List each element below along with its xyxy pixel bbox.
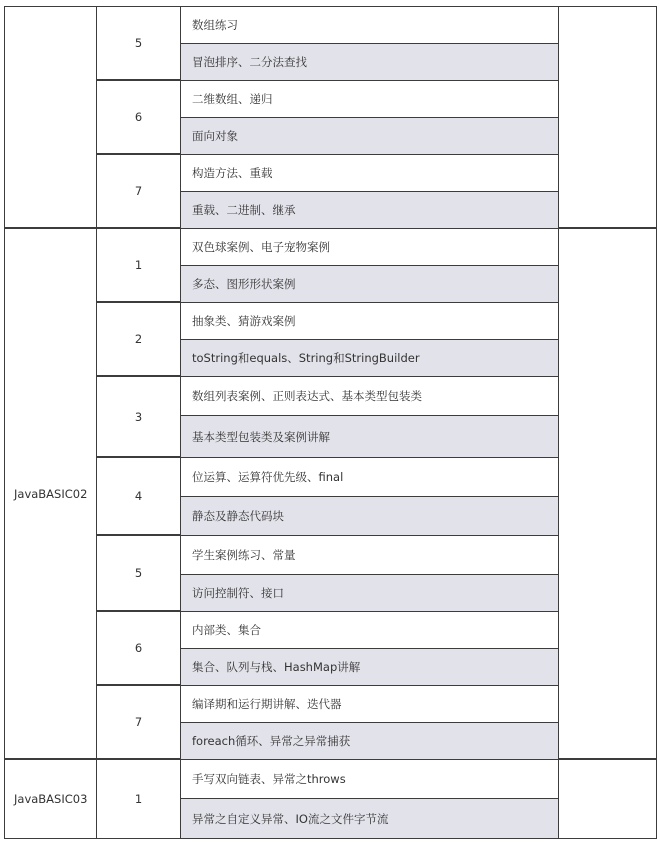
topic-cell: 面向对象	[180, 117, 558, 154]
topic-cell: 多态、图形形状案例	[180, 265, 558, 302]
topic-cell: 学生案例练习、常量	[180, 535, 558, 574]
topic-cell: 访问控制符、接口	[180, 574, 558, 611]
topic-cell: toString和equals、String和StringBuilder	[180, 339, 558, 376]
day-cell: 6	[96, 611, 180, 685]
day-cell: 2	[96, 302, 180, 376]
note-cell	[558, 228, 657, 759]
topic-cell: foreach循环、异常之异常捕获	[180, 722, 558, 759]
day-cell: 3	[96, 376, 180, 457]
topic-cell: 数组列表案例、正则表达式、基本类型包装类	[180, 376, 558, 415]
module-cell	[4, 6, 96, 228]
day-cell: 4	[96, 457, 180, 535]
topic-cell: 抽象类、猜游戏案例	[180, 302, 558, 339]
topic-cell: 重载、二进制、继承	[180, 191, 558, 228]
topic-cell: 静态及静态代码块	[180, 496, 558, 535]
topic-cell: 异常之自定义异常、IO流之文件字节流	[180, 798, 558, 839]
day-cell: 6	[96, 80, 180, 154]
topic-cell: 冒泡排序、二分法查找	[180, 43, 558, 80]
day-cell: 1	[96, 228, 180, 302]
topic-cell: 内部类、集合	[180, 611, 558, 648]
module-cell: JavaBASIC03	[4, 759, 96, 839]
topic-cell: 位运算、运算符优先级、final	[180, 457, 558, 496]
topic-cell: 编译期和运行期讲解、迭代器	[180, 685, 558, 722]
note-cell	[558, 759, 657, 839]
day-cell: 5	[96, 535, 180, 611]
day-cell: 7	[96, 685, 180, 759]
day-cell: 1	[96, 759, 180, 839]
topic-cell: 双色球案例、电子宠物案例	[180, 228, 558, 265]
topic-cell: 构造方法、重载	[180, 154, 558, 191]
day-cell: 5	[96, 6, 180, 80]
topic-cell: 数组练习	[180, 6, 558, 43]
topic-cell: 手写双向链表、异常之throws	[180, 759, 558, 798]
topic-cell: 二维数组、递归	[180, 80, 558, 117]
topic-cell: 基本类型包装类及案例讲解	[180, 415, 558, 457]
curriculum-table	[4, 6, 657, 844]
module-cell: JavaBASIC02	[4, 228, 96, 759]
day-cell: 7	[96, 154, 180, 228]
topic-cell: 集合、队列与栈、HashMap讲解	[180, 648, 558, 685]
note-cell	[558, 6, 657, 228]
table-bottom-border	[180, 838, 558, 839]
